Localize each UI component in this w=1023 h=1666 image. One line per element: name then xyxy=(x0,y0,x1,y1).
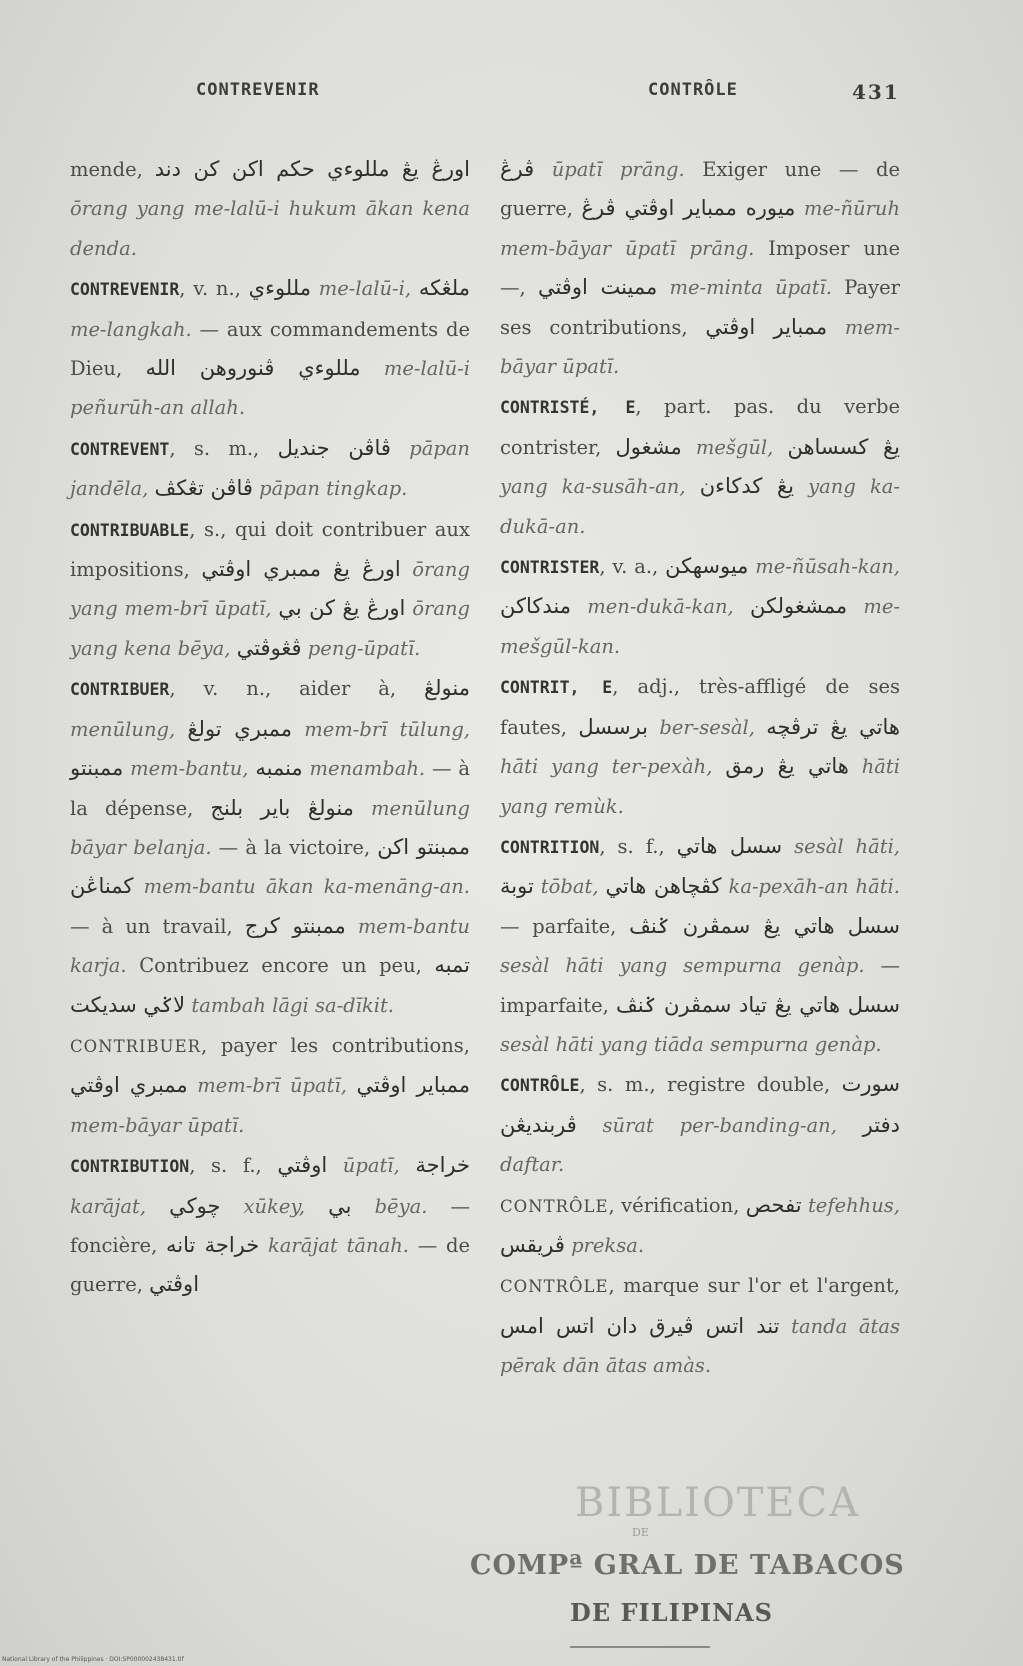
jawi-text: تفحص xyxy=(745,1192,802,1217)
jawi-text: تند اتس ڤيرق دان اتس امس xyxy=(500,1313,780,1338)
headword: CONTRISTER xyxy=(500,558,600,578)
headword: CONTREVENT xyxy=(70,439,170,459)
transliteration: tōbat, xyxy=(533,875,606,899)
transliteration: ōrang yang kena bēya, xyxy=(70,597,470,660)
transliteration: me-lalū-i peñurūh-an allah. xyxy=(70,357,470,420)
jawi-text: منولڠ باير بلنج xyxy=(210,795,354,820)
definition-text: — aux commandements de Dieu, xyxy=(70,317,470,381)
dictionary-entry xyxy=(70,669,470,1025)
jawi-text: ممبنتو xyxy=(70,756,124,781)
jawi-text: مندکاکن xyxy=(500,594,571,619)
dictionary-entry xyxy=(500,150,900,386)
jawi-text: برسسل xyxy=(578,714,648,739)
jawi-text: ڤاڤن جنديل xyxy=(277,435,391,460)
definition-text: , payer les contributions, xyxy=(201,1033,470,1057)
jawi-text: اوڤتي xyxy=(277,1153,328,1178)
definition-text: , s. f., xyxy=(599,834,677,858)
definition-text: — de guerre, xyxy=(70,1233,470,1297)
transliteration: karājat tānah. xyxy=(259,1233,409,1257)
definition-text: , s. m., xyxy=(169,436,278,460)
jawi-text: اورڠ يڠ مللوءي حکم اکن کن دند xyxy=(154,157,470,181)
transliteration: ōrang yang me-lalū-i hukum ākan kena denda. xyxy=(70,197,470,260)
transliteration: me-ñūruh mem-bāyar ūpatī prāng. xyxy=(500,197,901,260)
dictionary-entry xyxy=(500,547,900,666)
jawi-text: ممباير اوڤتي xyxy=(705,314,828,339)
left-column xyxy=(70,150,470,1306)
headword-sense: CONTRÔLE xyxy=(500,1277,609,1297)
definition-text: — à la victoire, xyxy=(211,835,378,859)
headword: CONTRÔLE xyxy=(500,1076,580,1096)
dictionary-entry xyxy=(70,510,470,669)
dictionary-entry xyxy=(500,1065,900,1184)
transliteration: sesàl hāti yang sempurna genàp. xyxy=(500,954,865,978)
jawi-text: ميوسهکن xyxy=(665,554,749,579)
transliteration: pāpan tingkap. xyxy=(252,477,408,501)
dictionary-entry xyxy=(500,387,900,546)
transliteration: me-minta ūpatī. xyxy=(657,276,833,300)
transliteration: ōrang yang mem-brī ūpatī, xyxy=(70,558,470,621)
jawi-text: سورت ڤربنديڠن xyxy=(500,1072,900,1137)
jawi-text: تمبه لاݢي سديکت xyxy=(70,953,470,1017)
transliteration: hāti yang remùk. xyxy=(500,755,900,818)
library-stamp-line4: DE FILIPINAS xyxy=(570,1598,773,1627)
bottom-rule xyxy=(570,1646,710,1648)
transliteration: pāpan jandēla, xyxy=(70,436,470,501)
definition-text: Imposer une —, xyxy=(500,236,900,300)
jawi-text: ميوره ممباير اوڤتي ڤرڠ xyxy=(581,196,796,221)
transliteration: menūlung, xyxy=(70,717,188,741)
headword-sense: CONTRÔLE xyxy=(500,1196,609,1216)
jawi-text: ڤرڠ xyxy=(500,157,535,181)
transliteration: me-mešgūl-kan. xyxy=(500,595,900,658)
jawi-text: سسل هاتي يڠ تياد سمڤرن ݢنڤ xyxy=(615,992,900,1017)
transliteration: tanda ātas pērak dān ātas amàs. xyxy=(500,1314,900,1378)
transliteration: mešgūl, xyxy=(681,435,788,459)
transliteration: mem-bantu karja. xyxy=(70,914,470,978)
jawi-text: ڤريقس xyxy=(500,1232,565,1257)
definition-text: , v. n., xyxy=(179,277,249,301)
definition-text: — imparfaite, xyxy=(500,954,900,1017)
headword: CONTRITION xyxy=(500,837,600,857)
transliteration: yang ka-susāh-an, xyxy=(500,475,700,499)
page-number: 431 xyxy=(852,80,900,104)
library-stamp-line2: DE xyxy=(632,1526,649,1539)
jawi-text: بي xyxy=(328,1193,352,1218)
dictionary-entry xyxy=(70,150,470,268)
transliteration: me-ñūsah-kan, xyxy=(748,555,901,579)
jawi-text: يڠ کسساهن xyxy=(787,434,900,459)
jawi-text: اورڠ يڠ ممبري اوڤتي xyxy=(201,557,401,582)
jawi-text: ڤاڤن تڠکڤ xyxy=(154,476,253,501)
jawi-text: ممبنتو اکن کمناڠن xyxy=(70,834,470,899)
transliteration: mem-bāyar ūpatī. xyxy=(70,1113,245,1137)
jawi-text: چوکي xyxy=(169,1193,221,1218)
jawi-text: ڤڠوڤتي xyxy=(236,635,302,660)
headword: CONTREVENIR xyxy=(70,280,180,300)
dictionary-entry xyxy=(500,1266,900,1385)
definition-text: , s., qui doit contribuer aux impositions, xyxy=(70,517,470,582)
dictionary-entry xyxy=(70,429,470,509)
transliteration: sesàl hāti yang tiāda sempurna genàp. xyxy=(500,1032,882,1056)
transliteration: mem-brī tūlung, xyxy=(292,717,471,741)
jawi-text: توبة xyxy=(500,874,534,899)
jawi-text: سسل هاتي xyxy=(676,833,783,858)
jawi-text: کڤچاهن هاتي xyxy=(605,874,722,899)
transliteration: mem-bāyar ūpatī. xyxy=(500,315,900,379)
transliteration: tefehhus, xyxy=(801,1193,900,1217)
jawi-text: هاتي يڠ ترڤچه xyxy=(766,714,900,739)
transliteration: ber-sesàl, xyxy=(648,715,767,739)
transliteration: men-dukā-kan, xyxy=(571,595,750,619)
transliteration: preksa. xyxy=(564,1233,645,1257)
footer-note: National Library of the Philippines · DOI:SP000002438431.tif xyxy=(2,1656,184,1663)
transliteration: sūrat per-banding-an, xyxy=(576,1113,863,1137)
jawi-text: يڠ کدکاءن xyxy=(699,474,795,499)
definition-text: , s. f., xyxy=(189,1154,278,1178)
jawi-text: مللوءي xyxy=(248,276,311,301)
definition-text: , v. a., xyxy=(599,555,666,579)
headword-sense: CONTRIBUER xyxy=(70,1036,202,1056)
dictionary-entry xyxy=(70,1026,470,1145)
definition-text: , adj., très-affligé de ses fautes, xyxy=(500,675,901,739)
transliteration: daftar. xyxy=(500,1153,565,1177)
definition-text: Contribuez encore un peu, xyxy=(126,954,435,978)
transliteration: me-langkah. xyxy=(70,317,192,341)
jawi-text: اوڤتي xyxy=(149,1272,200,1297)
jawi-text: منمبه xyxy=(255,756,303,781)
jawi-text: هاتي يڠ رمق xyxy=(725,754,849,779)
jawi-text: مشغول xyxy=(615,434,682,459)
transliteration: yang ka-dukā-an. xyxy=(500,475,900,538)
jawi-text: ملڠکه xyxy=(418,276,470,301)
dictionary-entry xyxy=(500,667,900,826)
definition-text: mende, xyxy=(70,158,155,181)
library-stamp-line3: COMPª GRAL DE TABACOS xyxy=(470,1550,905,1581)
headword: CONTRIBUER xyxy=(70,680,170,700)
transliteration: mem-bantu, xyxy=(123,757,256,781)
running-head-right: CONTRÔLE xyxy=(648,80,738,100)
transliteration: mem-bantu ākan ka-menāng-an. xyxy=(133,875,470,899)
definition-text: Payer ses contributions, xyxy=(500,276,901,339)
dictionary-entry xyxy=(500,827,900,1064)
transliteration: sesàl hāti, xyxy=(782,834,900,858)
definition-text: Exiger une — de guerre, xyxy=(500,158,900,221)
definition-text: — parfaite, xyxy=(500,914,630,938)
transliteration: menambah. xyxy=(302,757,426,781)
jawi-text: ممبري اوڤتي xyxy=(70,1073,188,1098)
jawi-text: خراجة تانه xyxy=(166,1232,260,1257)
transliteration: karājat, xyxy=(70,1194,170,1218)
jawi-text: دفتر xyxy=(862,1112,900,1137)
jawi-text: ممبري تولڠ xyxy=(187,716,293,741)
definition-text: , part. pas. du verbe contrister, xyxy=(500,395,900,459)
library-stamp-line1: BIBLIOTECA xyxy=(575,1480,861,1526)
transliteration: ūpatī prāng. xyxy=(534,158,685,181)
jawi-text: خراجة xyxy=(415,1153,470,1178)
definition-text: — à un travail, xyxy=(70,914,245,938)
transliteration: me-lalū-i, xyxy=(310,277,419,301)
jawi-text: سسل هاتي يڠ سمڤرن ݢنڤ xyxy=(629,913,901,938)
transliteration: tambah lāgi sa-dīkit. xyxy=(185,993,394,1017)
headword: CONTRIBUABLE xyxy=(70,520,190,540)
headword: CONTRIT, E xyxy=(500,678,613,698)
transliteration: bēya. xyxy=(351,1194,428,1218)
transliteration: ūpatī, xyxy=(327,1154,416,1178)
dictionary-entry xyxy=(70,269,470,428)
dictionary-entry xyxy=(70,1146,470,1305)
dictionary-entry xyxy=(500,1186,900,1266)
definition-text: — à la dépense, xyxy=(70,757,470,820)
jawi-text: ممباير اوڤتي xyxy=(356,1073,471,1098)
jawi-text: ممينت اوڤتي xyxy=(537,275,658,300)
transliteration: menūlung bāyar belanja. xyxy=(70,796,470,859)
right-column xyxy=(500,150,900,1387)
definition-text: , vérification, xyxy=(608,1193,746,1217)
jawi-text: اورڠ يڠ کن بي xyxy=(278,596,406,621)
transliteration: mem-brī ūpatī, xyxy=(187,1074,357,1098)
headword: CONTRIBUTION xyxy=(70,1157,190,1177)
definition-text: , v. n., aider à, xyxy=(169,677,424,701)
jawi-text: مللوءي ڤنوروهن الله xyxy=(145,356,361,381)
definition-text: , marque sur l'or et l'argent, xyxy=(608,1274,900,1298)
running-head-left: CONTREVENIR xyxy=(196,80,320,100)
transliteration: hāti yang ter-pexàh, xyxy=(500,755,726,779)
jawi-text: منولڠ xyxy=(423,676,470,701)
definition-text: — foncière, xyxy=(70,1194,470,1257)
headword: CONTRISTÉ, E xyxy=(500,398,636,418)
jawi-text: ممبنتو کرج xyxy=(244,913,346,938)
transliteration: ka-pexāh-an hāti. xyxy=(721,875,900,899)
definition-text: , s. m., registre double, xyxy=(579,1073,842,1097)
jawi-text: ممشغولکن xyxy=(750,594,848,619)
transliteration: peng-ūpatī. xyxy=(301,636,421,660)
transliteration: xūkey, xyxy=(220,1194,329,1218)
